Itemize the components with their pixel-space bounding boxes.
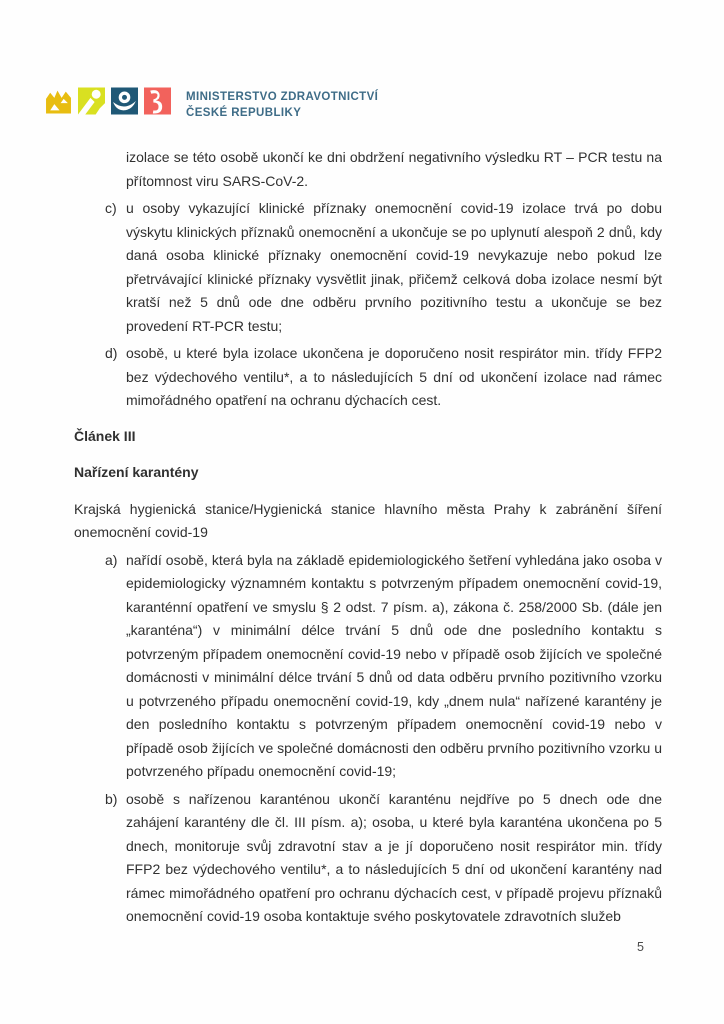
list-item-text: nařídí osobě, která byla na základě epidemiologického šetření vyhledána jako osoba v epidemiologicky významném kontaktu s potvrzeným případem onemocnění covid-19, karanténní opatření ve smyslu § 2 odst. 7 písm. a), zákona č. 258/2000 Sb. (dále jen „karanténa“) v minimální délce trvání 5 dnů ode dne posledního kontaktu s potvrzeným případem onemocnění covid-19 nebo v případě osob žijících ve společné domácnosti v minimální délce trvání 5 dnů od data odběru prvního pozitivního vzorku u potvrzeného případu onemocnění covid-19, kdy „dnem nula“ nařízené karantény je den posledního kontaktu s potvrzeným případem onemocnění covid-19 nebo v případě osob žijících ve společné domácnosti den odběru prvního pozitivního vzorku u potvrzeného případu onemocnění covid-19; — [126, 551, 662, 779]
logo-tile-green-icon — [78, 87, 105, 115]
ministry-logo — [45, 87, 378, 121]
list-item-b — [74, 788, 662, 929]
list-marker: c) — [105, 200, 117, 216]
article-subheading: Nařízení karantény — [74, 464, 199, 480]
document-body — [74, 146, 662, 929]
list-marker: a) — [105, 551, 118, 568]
page-number: 5 — [637, 940, 644, 954]
list-item-d — [74, 342, 662, 413]
list-marker: d) — [105, 345, 118, 361]
logo-tiles — [45, 87, 171, 115]
ministry-name-line2: ČESKÉ REPUBLIKY — [186, 107, 302, 119]
logo-tile-gold-icon — [45, 87, 72, 115]
list-item-text: u osoby vykazující klinické příznaky onemocnění covid-19 izolace trvá po dobu výskytu klinických příznaků onemocnění a ukončuje se po uplynutí alespoň 2 dnů, kdy daná osoba klinické příznaky onemocnění covid-19 nevykazuje nebo pokud lze přetrvávající klinické příznaky vysvětlit jinak, přičemž celková doba izolace nesmí být kratší než 5 dnů ode dne odběru prvního pozitivního testu a ukončuje se bez provedení RT-PCR testu; — [126, 200, 662, 334]
list-item-c — [74, 197, 662, 338]
intro-paragraph: Krajská hygienická stanice/Hygienická stanice hlavního města Prahy k zabránění šíření onemocnění covid-19 — [74, 500, 662, 540]
list-marker: b) — [105, 790, 118, 807]
list-item-a — [74, 549, 662, 784]
list-item-text: osobě s nařízenou karanténou ukončí karanténu nejdříve po 5 dnech ode dne zahájení karantény dle čl. III písm. a); osoba, u které byla karanténa ukončena po 5 dnech, monitoruje svůj zdravotní stav a je jí doporučeno nosit respirátor min. třídy FFP2 bez výdechového ventilu*, a to následujících 5 dní od ukončení karantény nad rámec mimořádného opatření pro ochranu dýchacích cest, v případě projevu příznaků onemocnění covid-19 osoba kontaktuje svého poskytovatele zdravotních služeb — [126, 790, 662, 924]
logo-tile-red-icon — [144, 87, 171, 115]
list-item-text: osobě, u které byla izolace ukončena je doporučeno nosit respirátor min. třídy FFP2 bez výdechového ventilu*, a to následujících 5 dní od ukončení izolace nad rámec mimořádného opatření na ochranu dýchacích cest. — [126, 345, 662, 408]
ministry-name-line1: MINISTERSTVO ZDRAVOTNICTVÍ — [186, 91, 379, 103]
ministry-name — [186, 89, 378, 121]
article-heading: Článek III — [74, 427, 136, 444]
logo-tile-blue-eye-icon — [111, 87, 138, 115]
continuation-paragraph: izolace se této osobě ukončí ke dni obdržení negativního výsledku RT – PCR testu na přítomnost viru SARS-CoV-2. — [126, 149, 662, 189]
